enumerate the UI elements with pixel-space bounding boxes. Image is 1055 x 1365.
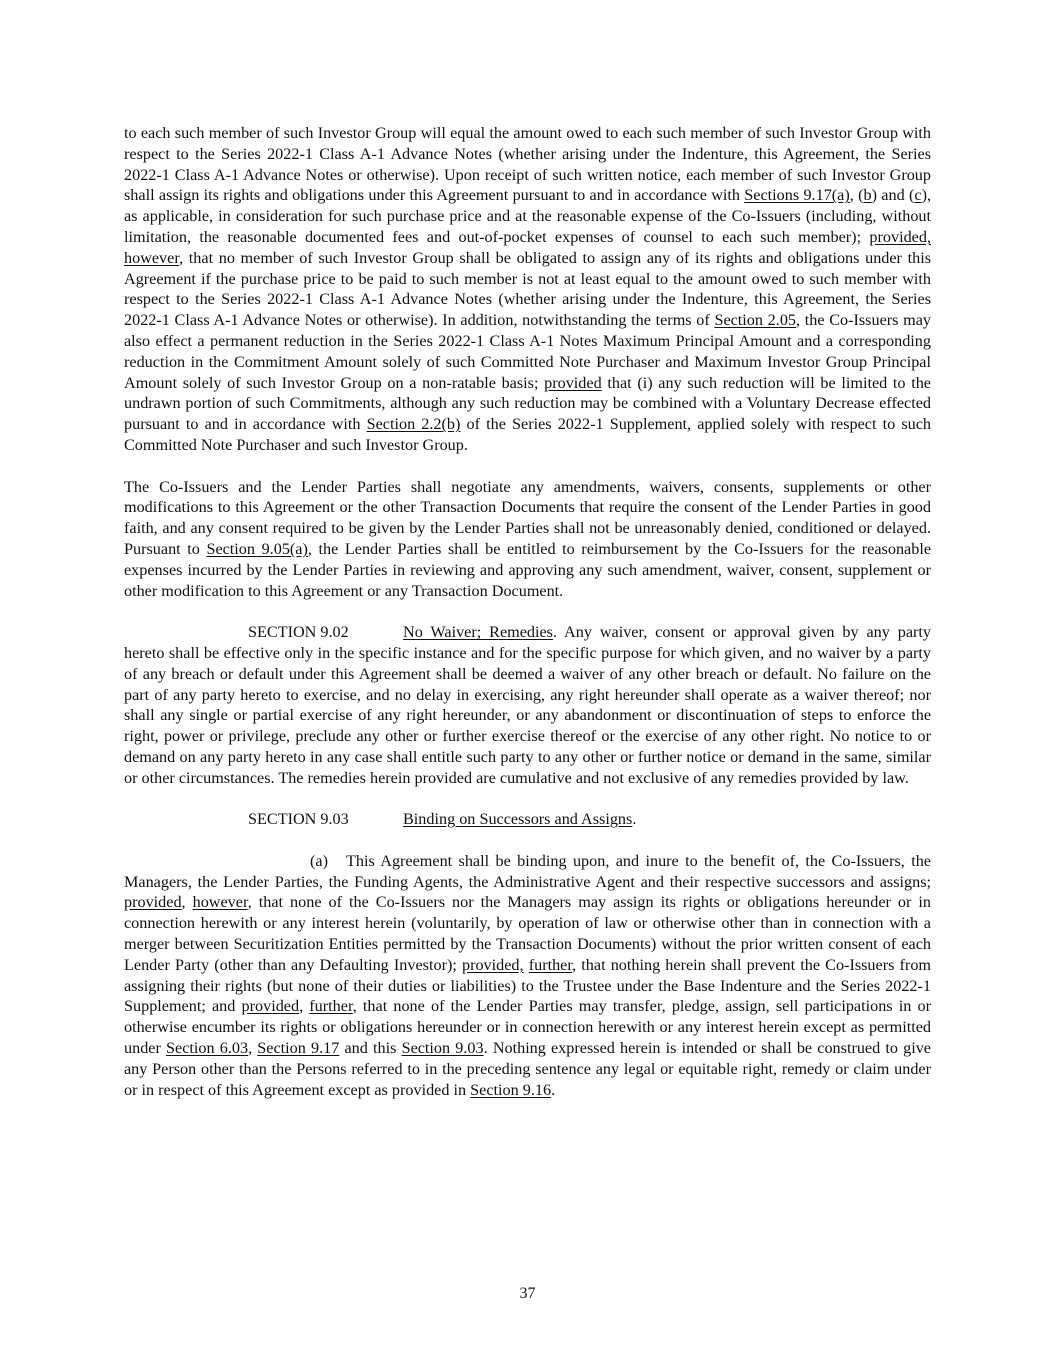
paragraph-amendments: [124, 477, 931, 602]
section-reference: Section 9.17: [257, 1039, 340, 1058]
section-title: Binding on Successors and Assigns: [403, 810, 633, 829]
defined-term: provided: [241, 997, 300, 1016]
section-reference: Section 2.2(b): [366, 415, 461, 434]
section-reference: Section 9.16: [470, 1080, 552, 1099]
text: . Any waiver, consent or approval given by any party hereto shall be effective only in the specific instance and for the specific purpose for which given, and no waiver by a party of any breach or default under this Agreement shall be deemed a waiver of any other breach or default. No failure on the part of any party hereto to exercise, and no delay in exercising, any right hereunder shall operate as a waiver thereof; nor shall any single or partial exercise of any right hereunder, or any abandonment or discontinuation of steps to enforce the right, power or privilege, preclude any other or further exercise thereof or the exercise of any other right. No notice to or demand on any party hereto in any case shall entitle such party to any other or further notice or demand in the same, similar or other circumstances. The remedies herein provided are cumulative and not exclusive of any remedies provided by law.: [124, 623, 931, 787]
text: , that nothing herein shall prevent the Co-Issuers from assigning their rights (but none of their duties or liabilities) to the Trustee under the Base Indenture and the Series 2022-1 Supplement; and: [124, 955, 932, 1016]
section-label: SECTION 9.03: [248, 810, 349, 829]
defined-term: however: [192, 893, 248, 912]
text: . Nothing expressed herein is intended or shall be construed to give any Person other than the Persons referred to in the preceding sentence any legal or equitable right, remedy or claim under or in respect of this Agreement except as provided in: [124, 1039, 931, 1099]
section-reference: Section 9.03: [401, 1039, 484, 1058]
page-number: 37: [519, 1285, 536, 1302]
defined-term: provided, however: [124, 227, 931, 267]
section-reference: Sections 9.17(a): [744, 186, 850, 205]
text: .: [551, 1080, 556, 1099]
text: ,: [248, 1039, 258, 1058]
text: ,: [181, 893, 193, 912]
section-reference: Section 2.05: [714, 311, 797, 330]
defined-term: provided: [544, 373, 602, 392]
defined-term: provided: [124, 893, 182, 912]
text: .: [632, 810, 637, 829]
text: ,: [299, 997, 310, 1016]
text: of the Series 2022-1 Supplement, applied solely with respect to such Committed Note Purchaser and such Investor Group.: [124, 415, 932, 454]
text: ) and (: [871, 186, 915, 205]
section-9-03-a: [124, 851, 931, 1101]
text: This Agreement shall be binding upon, and inure to the benefit of, the Co-Issuers, the Managers, the Lender Parties, the Funding Agents, the Administrative Agent and their respective successors and assigns;: [124, 851, 931, 891]
section-title: No Waiver; Remedies: [403, 623, 553, 642]
document-page: [124, 123, 931, 1100]
text: and this: [339, 1039, 402, 1058]
defined-term: further: [528, 955, 573, 974]
defined-term: provided,: [461, 955, 524, 974]
text: The Co-Issuers and the Lender Parties shall negotiate any amendments, waivers, consents, supplements or other modifications to this Agreement or the other Transaction Documents that require the consent of the Lender Parties in good faith, and any consent required to be given by the Lender Parties shall not be unreasonably denied, conditioned or delayed. Pursuant to: [124, 477, 931, 558]
text: , that none of the Co-Issuers nor the Managers may assign its rights or obligations hereunder or in connection herewith or any interest herein (voluntarily, by operation of law or otherwise other than in connection with a merger between Securitization Entities permitted by the Transaction Documents) without the prior written consent of each Lender Party (other than any Defaulting Investor);: [124, 893, 932, 974]
section-reference: c: [914, 186, 922, 205]
section-reference: Section 6.03: [166, 1039, 249, 1058]
section-9-03-heading: [124, 809, 931, 830]
section-reference: Section 9.05(a): [206, 539, 308, 558]
defined-term: further: [309, 997, 353, 1016]
text: to each such member of such Investor Group will equal the amount owed to each such member of such Investor Group with respect to the Series 2022-1 Class A-1 Advance Notes (whether arising under the Indenture, this Agreement, the Series 2022-1 Class A-1 Advance Notes or otherwise). Upon receipt of such written notice, each member of such Investor Group shall assign its rights and obligations under this Agreement pursuant to and in accordance with: [124, 124, 931, 205]
section-9-02: [124, 622, 931, 788]
text: , that none of the Lender Parties may transfer, pledge, assign, sell participations in or otherwise encumber its rights or obligations hereunder or in connection herewith or any interest herein except as permitted under: [124, 997, 932, 1058]
paragraph-continuation: [124, 123, 931, 456]
section-label: SECTION 9.02: [248, 623, 349, 642]
text: , that no member of such Investor Group shall be obligated to assign any of its rights and obligations under this Agreement if the purchase price to be paid to such member is not at least equal to the amount owed to such member with respect to the Series 2022-1 Class A-1 Advance Notes (whether arising under the Indenture, this Agreement, the Series 2022-1 Class A-1 Advance Notes or otherwise). In addition, notwithstanding the terms of: [124, 248, 931, 330]
text: , (: [849, 186, 864, 205]
subsection-number: (a): [310, 851, 328, 870]
section-reference: b: [863, 186, 872, 205]
text: , the Lender Parties shall be entitled to reimbursement by the Co-Issuers for the reasonable expenses incurred by the Lender Parties in reviewing and approving any such amendment, waiver, consent, supplement or other modification to this Agreement or any Transaction Document.: [124, 539, 931, 600]
text: that (i) any such reduction will be limited to the undrawn portion of such Commitments, although any such reduction may be combined with a Voluntary Decrease effected pursuant to and in accordance with: [124, 373, 931, 434]
text: ), as applicable, in consideration for such purchase price and at the reasonable expense of the Co-Issuers (including, without limitation, the reasonable documented fees and out-of-pocket expenses of counsel to each such member);: [124, 186, 932, 246]
text: , the Co-Issuers may also effect a permanent reduction in the Series 2022-1 Class A-1 Notes Maximum Principal Amount and a corresponding reduction in the Commitment Amount solely of such Committed Note Purchaser and Maximum Investor Group Principal Amount solely of such Investor Group on a non-ratable basis;: [124, 311, 931, 392]
